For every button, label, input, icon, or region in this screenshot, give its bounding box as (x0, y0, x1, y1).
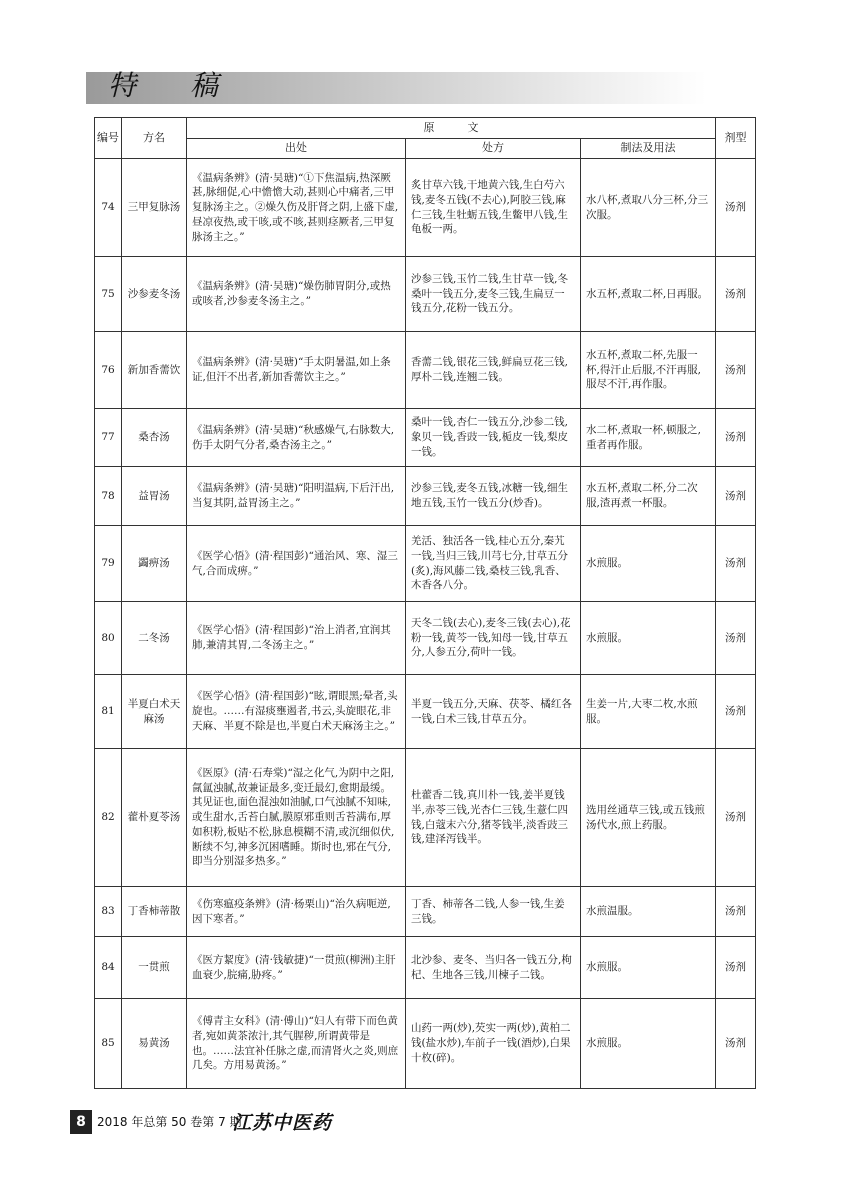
cell-source: 《医学心悟》(清·程国彭)“眩,谓眼黑;晕者,头旋也。……有湿痰壅遏者,书云,头旋眼花,非天麻、半夏不除是也,半夏白术天麻汤主之。” (187, 675, 406, 749)
cell-no: 76 (95, 332, 122, 409)
cell-type: 汤剂 (716, 526, 756, 602)
cell-type: 汤剂 (716, 999, 756, 1089)
table-row (95, 937, 756, 999)
cell-method: 水煎服。 (581, 999, 716, 1089)
cell-formula-name: 三甲复脉汤 (122, 159, 187, 257)
cell-no: 82 (95, 749, 122, 887)
cell-formula-name: 藿朴夏苓汤 (122, 749, 187, 887)
page-number: 8 (70, 1110, 92, 1134)
cell-method: 水五杯,煮取二杯,先服一杯,得汗止后服,不汗再服,服尽不汗,再作服。 (581, 332, 716, 409)
cell-method: 水煎服。 (581, 526, 716, 602)
cell-formula-name: 二冬汤 (122, 602, 187, 675)
table-row (95, 467, 756, 526)
cell-method: 水煎服。 (581, 602, 716, 675)
cell-no: 83 (95, 887, 122, 937)
cell-type: 汤剂 (716, 887, 756, 937)
table-row (95, 887, 756, 937)
cell-prescription: 沙参三钱,玉竹二钱,生甘草一钱,冬桑叶一钱五分,麦冬三钱,生扁豆一钱五分,花粉一钱五分。 (406, 257, 581, 332)
cell-source: 《温病条辨》(清·吴瑭)“燥伤肺胃阴分,或热或咳者,沙参麦冬汤主之。” (187, 257, 406, 332)
cell-no: 84 (95, 937, 122, 999)
cell-type: 汤剂 (716, 675, 756, 749)
header-name: 方名 (122, 118, 187, 159)
cell-no: 85 (95, 999, 122, 1089)
cell-method: 水五杯,煮取二杯,日再服。 (581, 257, 716, 332)
cell-formula-name: 一贯煎 (122, 937, 187, 999)
header-type: 剂型 (716, 118, 756, 159)
cell-source: 《温病条辨》(清·吴瑭)“手太阴暑温,如上条证,但汗不出者,新加香薷饮主之。” (187, 332, 406, 409)
cell-formula-name: 半夏白术天麻汤 (122, 675, 187, 749)
cell-prescription: 丁香、柿蒂各二钱,人参一钱,生姜三钱。 (406, 887, 581, 937)
cell-formula-name: 沙参麦冬汤 (122, 257, 187, 332)
cell-source: 《伤寒瘟疫条辨》(清·杨栗山)“治久病呃逆,因下寒者。” (187, 887, 406, 937)
table-row (95, 602, 756, 675)
cell-method: 水五杯,煮取二杯,分二次服,渣再煮一杯服。 (581, 467, 716, 526)
cell-source: 《温病条辨》(清·吴瑭)“阳明温病,下后汗出,当复其阴,益胃汤主之。” (187, 467, 406, 526)
cell-formula-name: 桑杏汤 (122, 409, 187, 467)
table-row (95, 749, 756, 887)
cell-prescription: 香薷二钱,银花三钱,鲜扁豆花三钱,厚朴二钱,连翘二钱。 (406, 332, 581, 409)
cell-formula-name: 易黄汤 (122, 999, 187, 1089)
cell-formula-name: 蠲痹汤 (122, 526, 187, 602)
header-no: 编号 (95, 118, 122, 159)
cell-method: 水煎服。 (581, 937, 716, 999)
cell-source: 《医原》(清·石寿棠)“湿之化气,为阴中之阳,氤氲浊腻,故兼证最多,变迁最幻,愈期最缓。其见证也,面色混浊如油腻,口气浊腻不知味,或生甜水,舌苔白腻,膜原邪重则舌苔满布,厚如积粉,板贴不松,脉息模糊不清,或沉细似伏,断续不匀,神多沉困嗜睡。斯时也,邪在气分,即当分别湿多热多。” (187, 749, 406, 887)
cell-source: 《医方絜度》(清·钱敏捷)“一贯煎(柳洲)主肝血衰少,脘痛,胁疼。” (187, 937, 406, 999)
cell-source: 《温病条辨》(清·吴瑭)“秋感燥气,右脉数大,伤手太阴气分者,桑杏汤主之。” (187, 409, 406, 467)
table-row (95, 526, 756, 602)
cell-source: 《医学心悟》(清·程国彭)“通治风、寒、湿三气,合而成痹。” (187, 526, 406, 602)
cell-formula-name: 益胃汤 (122, 467, 187, 526)
cell-method: 水八杯,煮取八分三杯,分三次服。 (581, 159, 716, 257)
journal-logo: 江苏中医药 (232, 1112, 333, 1134)
cell-prescription: 炙甘草六钱,干地黄六钱,生白芍六钱,麦冬五钱(不去心),阿胶三钱,麻仁三钱,生牡蛎五钱,生鳖甲八钱,生龟板一两。 (406, 159, 581, 257)
cell-prescription: 羌活、独活各一钱,桂心五分,秦艽一钱,当归三钱,川芎七分,甘草五分(炙),海风藤二钱,桑枝三钱,乳香、木香各八分。 (406, 526, 581, 602)
header-prescription: 处方 (406, 139, 581, 159)
section-title: 特稿 (108, 69, 273, 102)
cell-prescription: 半夏一钱五分,天麻、茯苓、橘红各一钱,白术三钱,甘草五分。 (406, 675, 581, 749)
header-method: 制法及用法 (581, 139, 716, 159)
cell-type: 汤剂 (716, 467, 756, 526)
cell-no: 74 (95, 159, 122, 257)
cell-no: 78 (95, 467, 122, 526)
cell-type: 汤剂 (716, 159, 756, 257)
cell-source: 《傅青主女科》(清·傅山)“妇人有带下而色黄者,宛如黄茶浓汁,其气腥秽,所谓黄带是也。……法宜补任脉之虚,而清肾火之炎,则庶几矣。方用易黄汤。” (187, 999, 406, 1089)
table-row (95, 675, 756, 749)
header-source: 出处 (187, 139, 406, 159)
table-row (95, 257, 756, 332)
cell-no: 81 (95, 675, 122, 749)
cell-prescription: 天冬二钱(去心),麦冬三钱(去心),花粉一钱,黄芩一钱,知母一钱,甘草五分,人参五分,荷叶一钱。 (406, 602, 581, 675)
table-row (95, 332, 756, 409)
cell-type: 汤剂 (716, 409, 756, 467)
cell-type: 汤剂 (716, 257, 756, 332)
cell-no: 75 (95, 257, 122, 332)
cell-formula-name: 丁香柿蒂散 (122, 887, 187, 937)
cell-type: 汤剂 (716, 332, 756, 409)
cell-prescription: 山药一两(炒),芡实一两(炒),黄柏二钱(盐水炒),车前子一钱(酒炒),白果十枚(碎)。 (406, 999, 581, 1089)
table-row (95, 999, 756, 1089)
cell-method: 水二杯,煮取一杯,顿服之,重者再作服。 (581, 409, 716, 467)
cell-source: 《温病条辨》(清·吴瑭)“①下焦温病,热深厥甚,脉细促,心中憺憺大动,甚则心中痛者,三甲复脉汤主之。②燥久伤及肝肾之阴,上盛下虚,昼凉夜热,或干咳,或不咳,甚则痉厥者,三甲复脉汤主之。” (187, 159, 406, 257)
cell-no: 80 (95, 602, 122, 675)
header-original: 原 文 (187, 118, 716, 139)
cell-prescription: 桑叶一钱,杏仁一钱五分,沙参二钱,象贝一钱,香豉一钱,栀皮一钱,梨皮一钱。 (406, 409, 581, 467)
cell-source: 《医学心悟》(清·程国彭)“治上消者,宜润其肺,兼清其胃,二冬汤主之。” (187, 602, 406, 675)
cell-prescription: 沙参三钱,麦冬五钱,冰糖一钱,细生地五钱,玉竹一钱五分(炒香)。 (406, 467, 581, 526)
cell-no: 79 (95, 526, 122, 602)
cell-no: 77 (95, 409, 122, 467)
cell-method: 生姜一片,大枣二枚,水煎服。 (581, 675, 716, 749)
formula-table (94, 117, 756, 1089)
table-row (95, 409, 756, 467)
cell-prescription: 北沙参、麦冬、当归各一钱五分,枸杞、生地各三钱,川楝子二钱。 (406, 937, 581, 999)
cell-type: 汤剂 (716, 602, 756, 675)
cell-formula-name: 新加香薷饮 (122, 332, 187, 409)
cell-prescription: 杜藿香二钱,真川朴一钱,姜半夏钱半,赤苓三钱,光杏仁三钱,生薏仁四钱,白蔻末六分,猪苓钱半,淡香豉三钱,建泽泻钱半。 (406, 749, 581, 887)
issue-info: 2018 年总第 50 卷第 7 期 (97, 1115, 242, 1129)
table-row (95, 159, 756, 257)
cell-method: 水煎温服。 (581, 887, 716, 937)
cell-method: 选用丝通草三钱,或五钱煎汤代水,煎上药服。 (581, 749, 716, 887)
cell-type: 汤剂 (716, 749, 756, 887)
cell-type: 汤剂 (716, 937, 756, 999)
